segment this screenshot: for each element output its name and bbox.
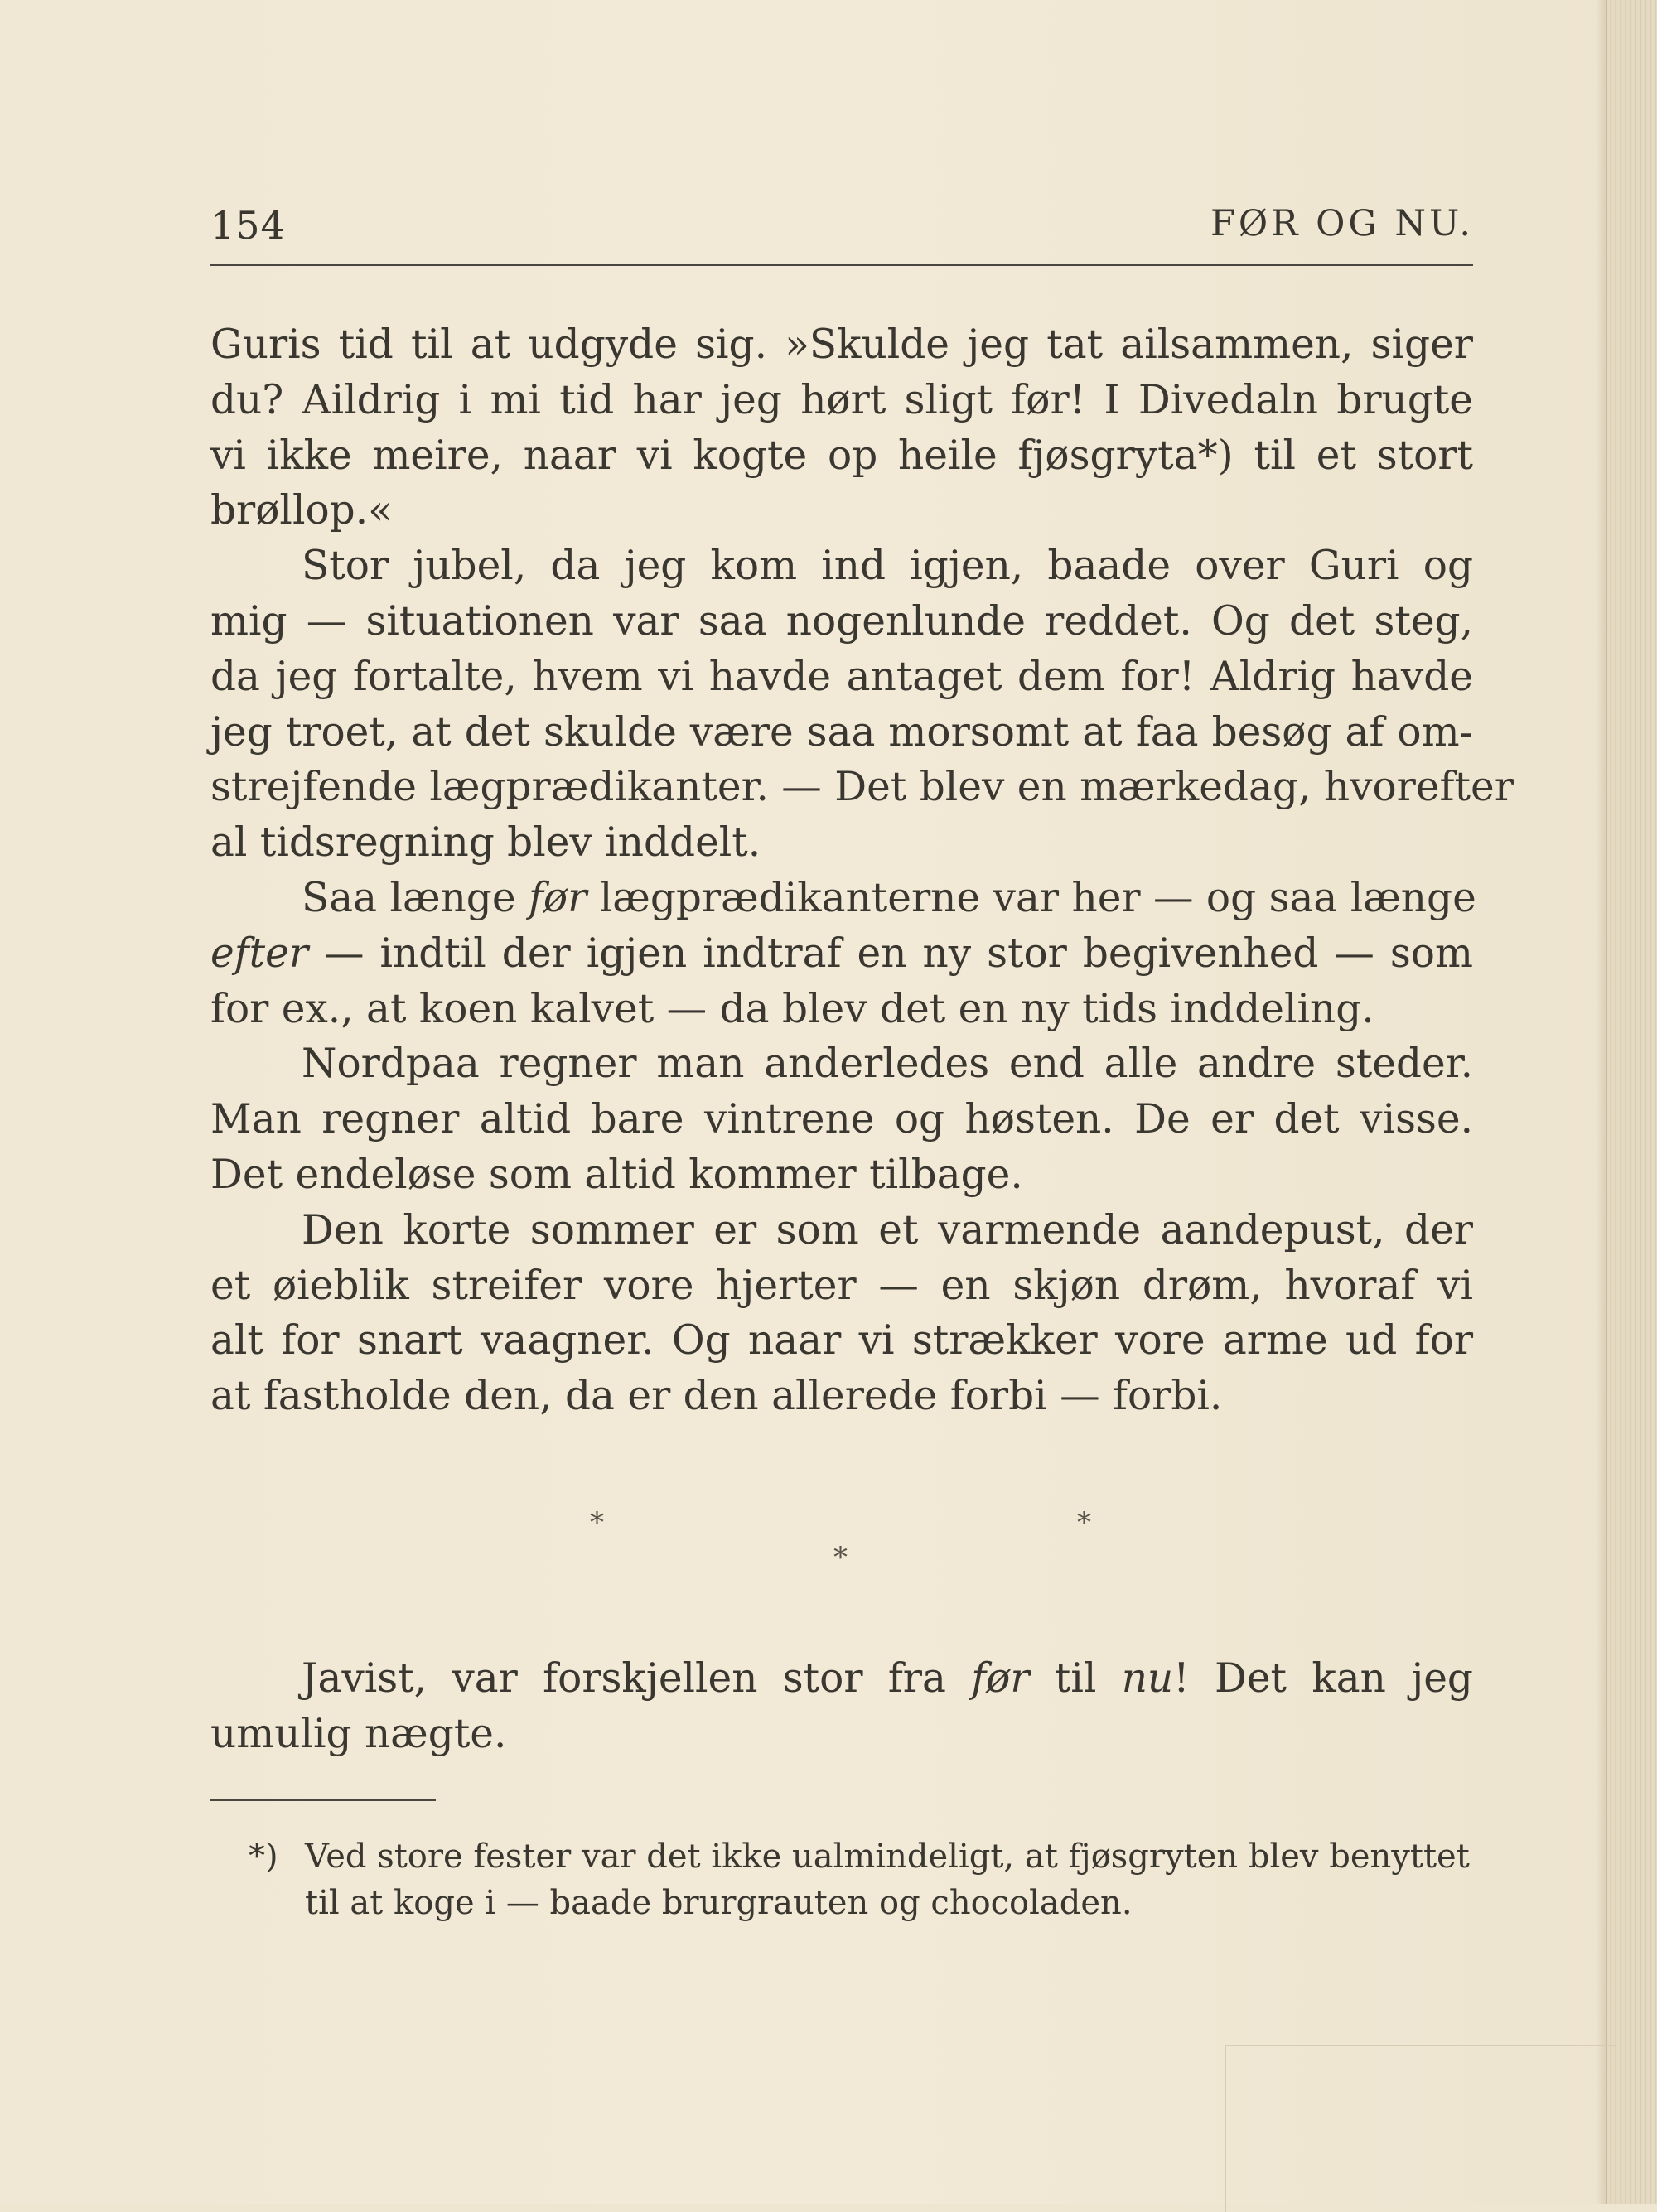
- text-line: et øieblik streifer vore hjerter — en skjøn drøm, hvoraf vi: [210, 1262, 1473, 1309]
- italic-word: nu: [1121, 1655, 1174, 1702]
- asterism-star: *: [590, 1506, 604, 1539]
- text-line: strejfende lægprædikanter. — Det blev en mærkedag, hvorefter: [210, 764, 1514, 811]
- asterism-star: *: [1077, 1506, 1091, 1539]
- text-line: Nordpaa regner man anderledes end alle andre steder.: [302, 1041, 1473, 1088]
- footnote-line: til at koge i — baade brurgrauten og chocoladen.: [305, 1884, 1133, 1922]
- asterism-star: *: [833, 1541, 848, 1574]
- header-rule: [210, 264, 1473, 266]
- text-line: da jeg fortalte, hvem vi havde antaget dem for! Aldrig havde: [210, 653, 1473, 700]
- text-line: [210, 871, 1476, 926]
- italic-word: før: [971, 1655, 1030, 1702]
- text-segment: Javist, var forskjellen stor fra: [302, 1655, 972, 1702]
- text-line: Man regner altid bare vintrene og høsten. De er det visse.: [210, 1096, 1473, 1143]
- text-segment: lægprædikanterne var her — og saa længe: [587, 874, 1476, 921]
- text-line: Det endeløse som altid kommer tilbage.: [210, 1151, 1023, 1198]
- page-header: [210, 203, 1474, 269]
- text-line: brøllop.«: [210, 487, 393, 534]
- page-corner-mark: [1225, 2045, 1616, 2212]
- text-line: Stor jubel, da jeg kom ind igjen, baade over Guri og: [302, 543, 1473, 590]
- text-line: [210, 1651, 1473, 1707]
- text-segment: — indtil der igjen indtraf en ny stor begivenhed — som: [308, 930, 1473, 977]
- italic-word: efter: [210, 930, 309, 977]
- footnote-rule: [210, 1799, 436, 1801]
- text-segment: til: [1029, 1655, 1122, 1702]
- text-segment: ! Det kan jeg: [1173, 1655, 1473, 1702]
- text-line: alt for snart vaagner. Og naar vi strækker vore arme ud for: [210, 1317, 1473, 1364]
- text-line: vi ikke meire, naar vi kogte op heile fjøsgryta*) til et stort: [210, 432, 1473, 479]
- text-line: at fastholde den, da er den allerede forbi — forbi.: [210, 1373, 1223, 1420]
- footnote-line: [249, 1833, 1473, 1880]
- footnote: [249, 1833, 1473, 1926]
- text-line: umulig nægte.: [210, 1710, 507, 1757]
- book-page-edge: [1606, 0, 1657, 2204]
- closing-paragraph: [210, 1651, 1473, 1762]
- text-line: du? Aildrig i mi tid har jeg hørt sligt før! I Divedaln brugte: [210, 376, 1473, 423]
- page-number: 154: [210, 203, 286, 248]
- text-line: for ex., at koen kalvet — da blev det en ny tids inddeling.: [210, 985, 1374, 1032]
- footnote-marker: *): [249, 1838, 278, 1876]
- text-line: jeg troet, at det skulde være saa morsomt at faa besøg af om-: [210, 708, 1473, 756]
- text-segment: Ved store fester var det ikke ualmindeligt, at fjøsgryten blev benyttet: [305, 1838, 1470, 1876]
- body-text: [210, 317, 1514, 1424]
- text-line: mig — situationen var saa nogenlunde reddet. Og det steg,: [210, 597, 1473, 645]
- running-title: FØR OG NU.: [1210, 203, 1474, 244]
- text-segment: Saa længe: [302, 874, 529, 921]
- italic-word: før: [528, 874, 587, 921]
- text-line: Guris tid til at udgyde sig. »Skulde jeg tat ailsammen, siger: [210, 321, 1473, 368]
- text-line: al tidsregning blev inddelt.: [210, 819, 761, 867]
- text-line: Den korte sommer er som et varmende aandepust, der: [302, 1206, 1473, 1253]
- text-line: [210, 926, 1473, 982]
